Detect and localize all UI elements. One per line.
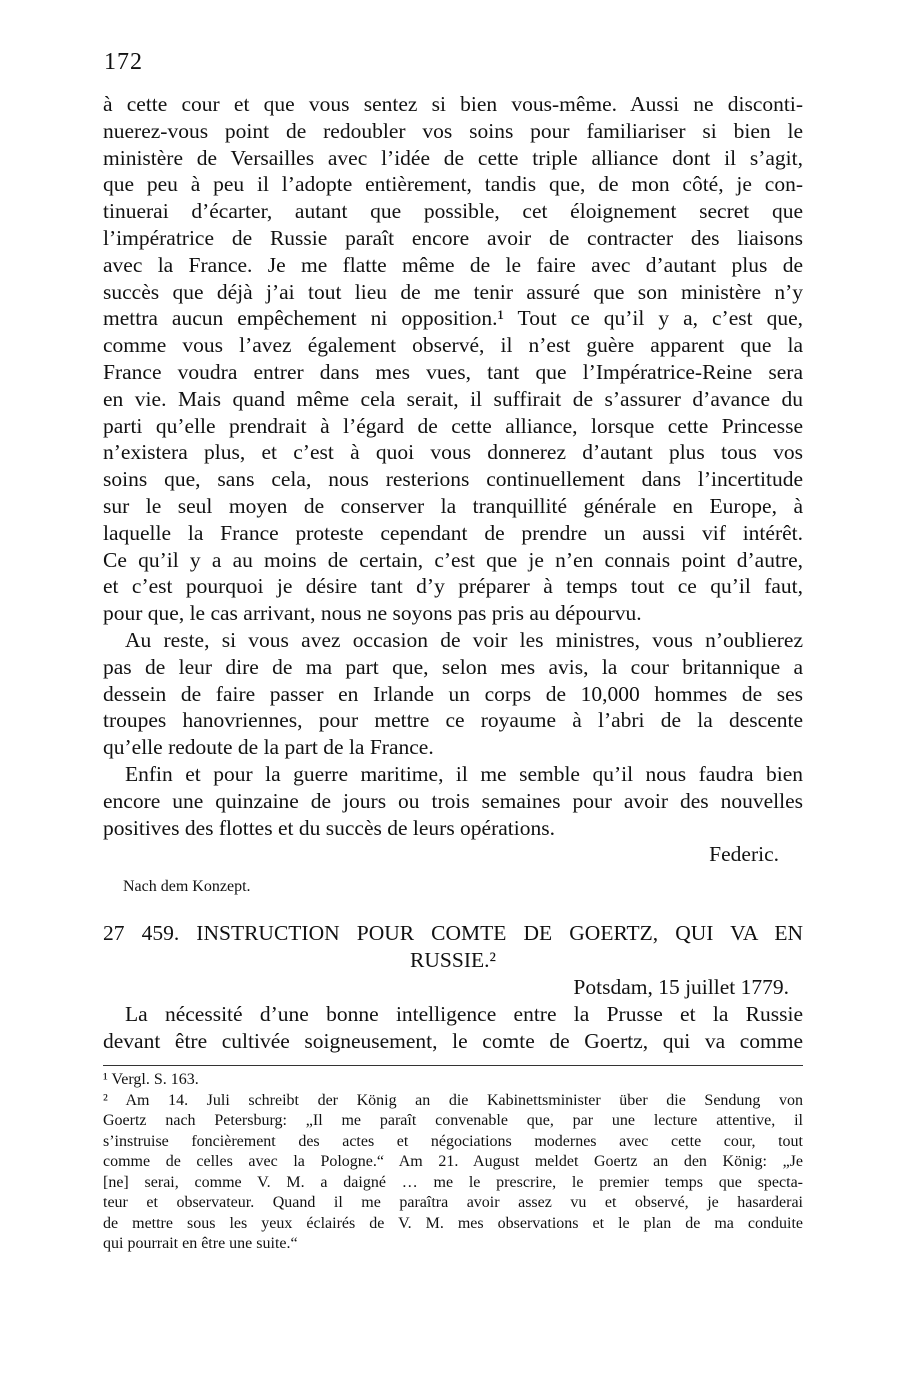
text-line: positives des flottes et du succès de leurs opérations. bbox=[103, 815, 555, 840]
text-line: tinuerai d’écarter, autant que possible, cet éloignement secret que bbox=[103, 199, 803, 224]
document-heading bbox=[103, 920, 803, 974]
text-line: Ce qu’il y a au moins de certain, c’est que je n’en connais point d’autre, bbox=[103, 547, 803, 572]
main-text bbox=[103, 91, 803, 1055]
footnotes bbox=[103, 1065, 803, 1255]
text-line: nuerez-vous point de redoubler vos soins pour familiariser si bien le bbox=[103, 118, 803, 143]
instruction-paragraph bbox=[103, 1001, 803, 1055]
footnote-line: qui pourrait en être une suite.“ bbox=[103, 1235, 298, 1252]
text-line: l’impératrice de Russie paraît encore avoir de contracter des liaisons bbox=[103, 225, 803, 250]
text-line: La nécessité d’une bonne intelligence entre la Prusse et la Russie bbox=[125, 1001, 803, 1026]
footnote-line: teur et observateur. Quand il me paraîtra avoir assez vu et observé, je hasarderai bbox=[103, 1194, 803, 1211]
text-line: encore une quinzaine de jours ou trois semaines pour avoir des nouvelles bbox=[103, 788, 803, 813]
footnote-line: ² Am 14. Juli schreibt der König an die Kabinettsminister über die Sendung von bbox=[103, 1091, 803, 1109]
text-line: France voudra entrer dans mes vues, tant que l’Impératrice-Reine sera bbox=[103, 359, 803, 384]
letter-paragraph-1 bbox=[103, 91, 803, 627]
letter-paragraph-3 bbox=[103, 761, 803, 841]
text-line: qu’elle redoute de la part de la France. bbox=[103, 735, 434, 760]
text-line: devant être cultivée soigneusement, le comte de Goertz, qui va comme bbox=[103, 1028, 803, 1053]
signature: Federic. bbox=[709, 842, 779, 867]
text-line: dessein de faire passer en Irlande un corps de 10,000 hommes de ses bbox=[103, 681, 803, 706]
heading-line: RUSSIE.² bbox=[410, 948, 496, 973]
page-number: 172 bbox=[104, 49, 143, 75]
text-line: que peu à peu il l’adopte entièrement, tandis que, de mon côté, je con- bbox=[103, 172, 803, 197]
text-line: parti qu’elle prendrait à l’égard de cette alliance, lorsque cette Princesse bbox=[103, 413, 803, 438]
text-line: succès que déjà j’ai tout lieu de me tenir assuré que son ministère n’y bbox=[103, 279, 803, 304]
text-line: comme vous l’avez également observé, il n’est guère apparent que la bbox=[103, 333, 803, 358]
dateline: Potsdam, 15 juillet 1779. bbox=[573, 975, 789, 1000]
footnote-line: [ne] serai, comme V. M. a daigné … me le prescrire, le premier temps que specta- bbox=[103, 1173, 803, 1191]
text-line: laquelle la France proteste cependant de prendre un aussi vif intérêt. bbox=[103, 520, 803, 545]
source-note: Nach dem Konzept. bbox=[123, 878, 251, 896]
text-line: n’existera plus, et c’est à quoi vous donnerez d’autant plus tous vos bbox=[103, 440, 803, 465]
footnote-line: comme de celles avec la Pologne.“ Am 21. August meldet Goertz an den König: „Je bbox=[103, 1153, 803, 1170]
text-line: pour que, le cas arrivant, nous ne soyons pas pris au dépourvu. bbox=[103, 601, 642, 626]
text-line: ministère de Versailles avec l’idée de cette triple alliance dont il s’agit, bbox=[103, 145, 803, 170]
text-line: avec la France. Je me flatte même de le faire avec d’autant plus de bbox=[103, 252, 803, 277]
heading-line: 27 459. INSTRUCTION POUR COMTE DE GOERTZ, QUI VA EN bbox=[103, 921, 803, 946]
footnote-line: Goertz nach Petersburg: „Il me paraît convenable que, par une lecture attentive, il bbox=[103, 1112, 803, 1129]
text-line: mettra aucun empêchement ni opposition.¹ Tout ce qu’il y a, c’est que, bbox=[103, 306, 803, 331]
footnote-line: s’instruise foncièrement des actes et négociations modernes avec cette cour, tout bbox=[103, 1132, 803, 1150]
text-line: en vie. Mais quand même cela serait, il suffirait de s’assurer d’avance du bbox=[103, 386, 803, 411]
letter-paragraph-2 bbox=[103, 627, 803, 761]
text-line: sur le seul moyen de conserver la tranquillité générale en Europe, à bbox=[103, 493, 803, 518]
footnote-1: ¹ Vergl. S. 163. bbox=[103, 1071, 199, 1088]
text-line: Enfin et pour la guerre maritime, il me semble qu’il nous faudra bien bbox=[125, 761, 803, 786]
text-line: troupes hanovriennes, pour mettre ce royaume à l’abri de la descente bbox=[103, 708, 803, 733]
text-line: pas de leur dire de ma part que, selon mes avis, la cour britannique a bbox=[103, 654, 803, 679]
text-line: et c’est pourquoi je désire tant d’y préparer à temps tout ce qu’il faut, bbox=[103, 574, 803, 599]
text-line: Au reste, si vous avez occasion de voir les ministres, vous n’oublierez bbox=[125, 627, 803, 652]
text-line: à cette cour et que vous sentez si bien vous-même. Aussi ne disconti- bbox=[103, 92, 803, 116]
footnote-line: de mettre sous les yeux éclairés de V. M. mes observations et le plan de ma conduite bbox=[103, 1214, 803, 1232]
text-line: soins que, sans cela, nous resterions continuellement dans l’incertitude bbox=[103, 467, 803, 492]
